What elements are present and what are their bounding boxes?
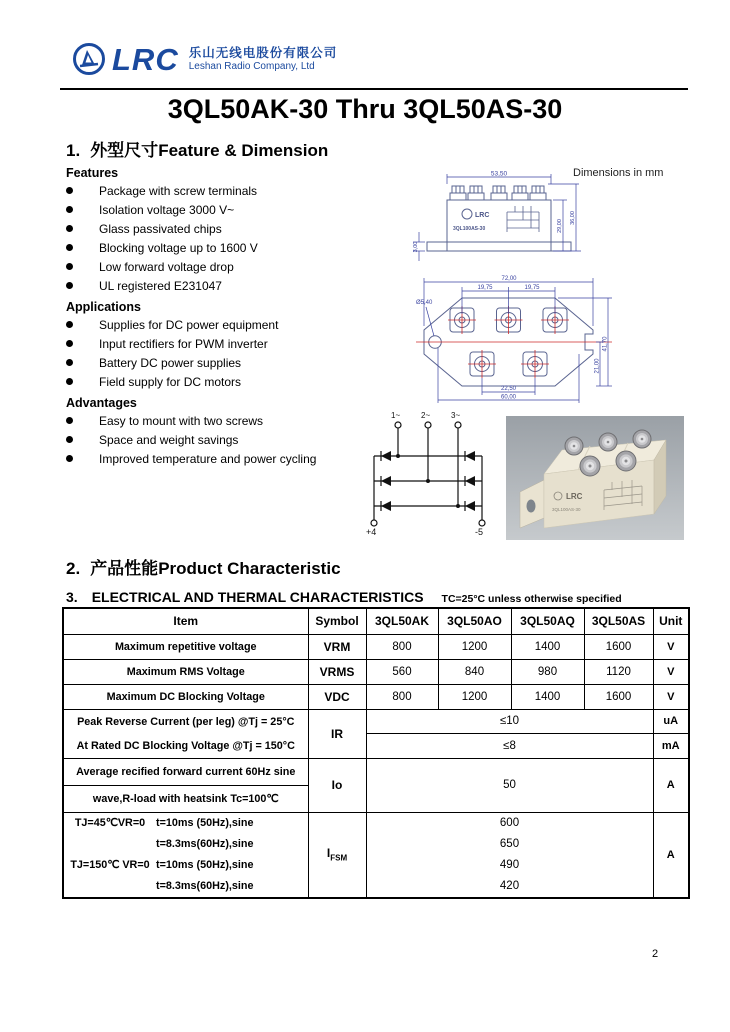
io-item-line1: Average recified forward current 60Hz sine <box>63 758 308 785</box>
section3-number: 3. <box>66 589 78 605</box>
col-header-3ql50aq: 3QL50AQ <box>511 608 584 634</box>
row-unit: A <box>653 758 689 812</box>
row-value: 50 <box>366 758 653 812</box>
row-symbol <box>308 812 366 898</box>
bullet-icon <box>66 225 73 232</box>
dim-pitch-right: 19,75 <box>524 285 540 291</box>
applications-title: Applications <box>66 300 142 314</box>
section3-heading <box>66 589 622 605</box>
col-header-unit: Unit <box>653 608 689 634</box>
bottom-view-drawing <box>414 274 614 406</box>
feature-item <box>66 241 366 260</box>
header-divider <box>60 88 688 90</box>
ir-item-line1: Peak Reverse Current (per leg) @Tj = 25°C <box>77 715 295 728</box>
application-item <box>66 318 366 337</box>
row-value: 840 <box>438 659 511 684</box>
row-value: ≤10 <box>366 709 653 734</box>
feature-text: Isolation voltage 3000 V~ <box>99 203 235 217</box>
feature-item <box>66 184 366 203</box>
col-header-item: Item <box>63 608 308 634</box>
bullet-icon <box>66 187 73 194</box>
ifsm-value: 490 <box>499 858 520 871</box>
row-unit: V <box>653 659 689 684</box>
table-row-ifsm <box>63 812 689 898</box>
table-header-row <box>63 608 689 634</box>
row-unit: uA <box>653 709 689 734</box>
page-title: 3QL50AK-30 Thru 3QL50AS-30 <box>167 94 563 124</box>
application-item <box>66 337 366 356</box>
ifsm-symbol-sub: FSM <box>330 853 348 863</box>
bullet-icon <box>66 436 73 443</box>
product-photo <box>506 416 684 540</box>
characteristics-table <box>62 607 690 899</box>
io-item-line2: wave,R-load with heatsink Tc=100℃ <box>63 785 308 812</box>
row-value: 1120 <box>584 659 653 684</box>
photo-logo-text: LRC <box>566 492 583 501</box>
row-value <box>366 812 653 898</box>
row-symbol: VRM <box>308 634 366 659</box>
advantage-item <box>66 414 366 433</box>
row-symbol: Io <box>308 758 366 812</box>
row-value: 980 <box>511 659 584 684</box>
section1-number: 1. <box>66 141 81 160</box>
ifsm-cond2: TJ=150℃ VR=0 <box>70 858 150 871</box>
features-list <box>66 184 366 298</box>
row-unit: A <box>653 812 689 898</box>
section3-title: ELECTRICAL AND THERMAL CHARACTERISTICS <box>91 589 424 605</box>
row-value: 1600 <box>584 684 653 709</box>
row-symbol: VDC <box>308 684 366 709</box>
circuit-phase3-label: 3~ <box>451 411 461 420</box>
dim-hole-diameter: Ø5,40 <box>416 300 433 306</box>
col-header-symbol: Symbol <box>308 608 366 634</box>
test-condition: TC=25°C unless otherwise specified <box>441 593 622 605</box>
applications-list <box>66 318 366 394</box>
advantage-item <box>66 452 366 471</box>
logo-text: LRC <box>112 41 179 77</box>
circuit-phase1-label: 1~ <box>391 411 401 420</box>
dim-total-width: 72,00 <box>501 276 517 282</box>
bullet-icon <box>66 417 73 424</box>
ifsm-value: 650 <box>499 837 520 850</box>
dim-hole-span: 60,00 <box>500 394 517 401</box>
section2-title-zh: 产品性能 <box>90 559 159 578</box>
circuit-negative-label: -5 <box>475 527 484 536</box>
lrc-logo-icon <box>72 42 106 76</box>
feature-text: UL registered E231047 <box>99 279 222 293</box>
advantages-title: Advantages <box>66 396 137 410</box>
feature-text: Low forward voltage drop <box>99 260 234 274</box>
ifsm-cond-spacer <box>64 876 156 897</box>
dim-pitch-left: 19,75 <box>477 285 493 291</box>
advantage-text: Space and weight savings <box>99 433 239 447</box>
advantage-text: Easy to mount with two screws <box>99 414 264 428</box>
table-row-io <box>63 758 689 785</box>
row-item <box>63 709 308 758</box>
bullet-icon <box>66 263 73 270</box>
dim-body-height: 29,00 <box>557 219 563 233</box>
circuit-diagram <box>358 410 506 536</box>
page-number: 2 <box>652 948 659 960</box>
section1-title-zh: 外型尺寸 <box>90 141 159 160</box>
application-item <box>66 375 366 394</box>
circuit-positive-label: +4 <box>366 527 377 536</box>
bullet-icon <box>66 321 73 328</box>
ifsm-value: 600 <box>499 816 520 829</box>
application-item <box>66 356 366 375</box>
col-header-3ql50ak: 3QL50AK <box>366 608 438 634</box>
row-value: 1400 <box>511 684 584 709</box>
row-unit: mA <box>653 734 689 759</box>
drawing-part-number: 3QL100AS-30 <box>453 226 486 232</box>
feature-text: Glass passivated chips <box>99 222 222 236</box>
row-value: 800 <box>366 634 438 659</box>
row-item <box>63 812 308 898</box>
front-view-drawing <box>411 170 589 273</box>
dim-total-height: 36,00 <box>570 211 576 225</box>
row-item: Maximum repetitive voltage <box>63 634 308 659</box>
bullet-icon <box>66 455 73 462</box>
application-text: Field supply for DC motors <box>99 375 242 389</box>
application-text: Battery DC power supplies <box>99 356 242 370</box>
advantage-item <box>66 433 366 452</box>
feature-item <box>66 260 366 279</box>
table-row-ir <box>63 709 689 734</box>
feature-column <box>66 165 366 473</box>
features-title: Features <box>66 166 119 180</box>
feature-item <box>66 203 366 222</box>
ir-item-line2: At Rated DC Blocking Voltage @Tj = 150°C <box>76 739 295 752</box>
row-value: 1200 <box>438 684 511 709</box>
application-text: Supplies for DC power equipment <box>99 318 279 332</box>
table-row <box>63 659 689 684</box>
section2-number: 2. <box>66 559 81 578</box>
company-logo <box>72 42 337 76</box>
row-item: Maximum RMS Voltage <box>63 659 308 684</box>
row-symbol: IR <box>308 709 366 758</box>
dim-front-width: 53,50 <box>490 170 508 178</box>
row-value: 1400 <box>511 634 584 659</box>
feature-item <box>66 222 366 241</box>
circuit-phase2-label: 2~ <box>421 411 431 420</box>
bullet-icon <box>66 378 73 385</box>
photo-part-number: 3QL100AS-30 <box>552 507 581 512</box>
bullet-icon <box>66 340 73 347</box>
row-value: 560 <box>366 659 438 684</box>
dim-body-height: 41,70 <box>602 336 609 352</box>
row-unit: V <box>653 684 689 709</box>
row-value: 1200 <box>438 634 511 659</box>
row-symbol: VRMS <box>308 659 366 684</box>
table-row <box>63 634 689 659</box>
drawing-logo-text: LRC <box>475 212 490 219</box>
ifsm-test2: t=8.3ms(60Hz),sine <box>156 837 254 850</box>
section2-title-en: Product Characteristic <box>158 559 341 578</box>
bullet-icon <box>66 206 73 213</box>
dimensions-note: Dimensions in mm <box>573 167 664 179</box>
ifsm-cond1: TJ=45℃VR=0 <box>74 816 146 829</box>
company-name-cn: 乐山无线电股份有限公司 <box>188 45 338 60</box>
feature-item <box>66 279 366 298</box>
ifsm-test4: t=8.3ms(60Hz),sine <box>156 879 254 892</box>
ifsm-symbol-base: I <box>326 846 331 861</box>
dim-half-height: 21,00 <box>594 358 601 374</box>
company-name-en: Leshan Radio Company, Ltd <box>188 60 315 72</box>
application-text: Input rectifiers for PWM inverter <box>99 337 268 351</box>
row-value: 1600 <box>584 634 653 659</box>
row-item: Maximum DC Blocking Voltage <box>63 684 308 709</box>
section1-title-en: Feature & Dimension <box>158 141 329 160</box>
ifsm-cond-spacer <box>64 834 156 855</box>
table-row <box>63 684 689 709</box>
bullet-icon <box>66 359 73 366</box>
bullet-icon <box>66 282 73 289</box>
advantages-list <box>66 414 366 471</box>
row-unit: V <box>653 634 689 659</box>
section2-heading <box>66 554 341 579</box>
section1-heading <box>66 136 328 161</box>
dim-bottom-pitch: 22,50 <box>500 386 517 392</box>
feature-text: Package with screw terminals <box>99 184 258 198</box>
bullet-icon <box>66 244 73 251</box>
advantage-text: Improved temperature and power cycling <box>99 452 317 466</box>
row-value: ≤8 <box>366 734 653 759</box>
col-header-3ql50ao: 3QL50AO <box>438 608 511 634</box>
ifsm-test1: t=10ms (50Hz),sine <box>156 816 254 829</box>
row-value: 800 <box>366 684 438 709</box>
ifsm-test3: t=10ms (50Hz),sine <box>156 858 254 871</box>
ifsm-value: 420 <box>499 879 520 892</box>
col-header-3ql50as: 3QL50AS <box>584 608 653 634</box>
dim-plate-thickness: 3,00 <box>413 241 419 253</box>
feature-text: Blocking voltage up to 1600 V <box>99 241 258 255</box>
